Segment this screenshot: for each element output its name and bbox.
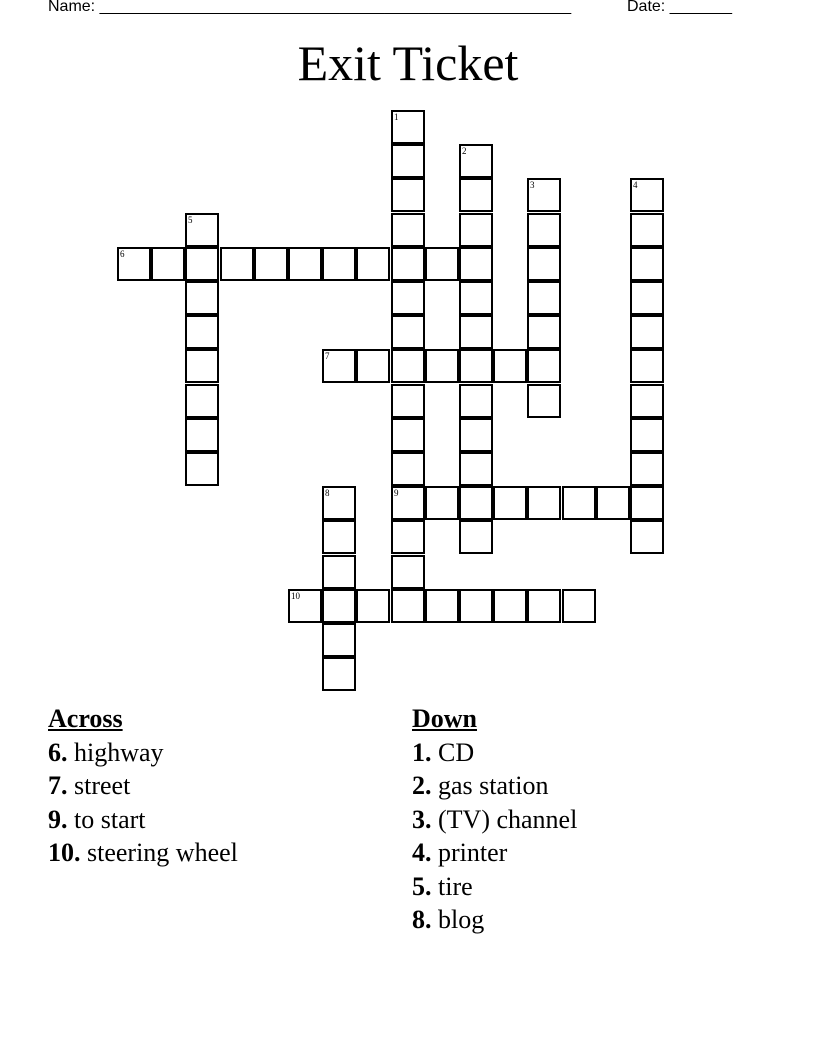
- clue-number-label: 4: [633, 180, 638, 190]
- crossword-cell[interactable]: [630, 315, 664, 349]
- crossword-cell[interactable]: [391, 418, 425, 452]
- clue-number: 6.: [48, 737, 68, 767]
- crossword-cell[interactable]: [254, 247, 288, 281]
- crossword-cell[interactable]: [630, 486, 664, 520]
- crossword-cell[interactable]: [562, 589, 596, 623]
- clue-down-8: [412, 903, 577, 937]
- clue-number-label: 5: [188, 215, 193, 225]
- date-field-label: Date: _______: [627, 0, 732, 15]
- clue-number-label: 8: [325, 488, 330, 498]
- crossword-cell[interactable]: [459, 315, 493, 349]
- crossword-cell[interactable]: [356, 349, 390, 383]
- crossword-cell[interactable]: [527, 281, 561, 315]
- clue-text: (TV) channel: [438, 804, 578, 834]
- crossword-cell[interactable]: [391, 452, 425, 486]
- clue-text: highway: [74, 737, 164, 767]
- crossword-cell[interactable]: [391, 178, 425, 212]
- crossword-cell[interactable]: [527, 384, 561, 418]
- crossword-cell[interactable]: [322, 349, 356, 383]
- crossword-cell[interactable]: [459, 349, 493, 383]
- crossword-cell[interactable]: [630, 247, 664, 281]
- clue-across-7: [48, 769, 238, 803]
- crossword-cell[interactable]: [459, 281, 493, 315]
- crossword-cell[interactable]: [391, 144, 425, 178]
- clue-text: street: [74, 771, 131, 800]
- crossword-cell[interactable]: [527, 589, 561, 623]
- down-heading: Down: [412, 704, 478, 733]
- crossword-cell[interactable]: [356, 247, 390, 281]
- clue-down-2: [412, 769, 577, 803]
- crossword-cell[interactable]: [185, 384, 219, 418]
- clue-down-4: [412, 836, 577, 870]
- clue-number: 4.: [412, 838, 432, 867]
- crossword-cell[interactable]: [630, 281, 664, 315]
- clue-text: printer: [438, 838, 508, 867]
- crossword-cell[interactable]: [185, 452, 219, 486]
- crossword-cell[interactable]: [391, 486, 425, 520]
- crossword-cell[interactable]: [220, 247, 254, 281]
- crossword-cell[interactable]: [630, 452, 664, 486]
- clue-text: gas station: [438, 771, 549, 800]
- clue-number: 5.: [412, 871, 432, 901]
- crossword-cell[interactable]: [630, 418, 664, 452]
- clue-number-label: 10: [291, 591, 300, 601]
- crossword-cell[interactable]: [288, 589, 322, 623]
- crossword-cell[interactable]: [185, 418, 219, 452]
- crossword-cell[interactable]: [630, 384, 664, 418]
- crossword-cell[interactable]: [322, 247, 356, 281]
- crossword-cell[interactable]: [425, 349, 459, 383]
- crossword-cell[interactable]: [630, 349, 664, 383]
- crossword-cell[interactable]: [527, 178, 561, 212]
- clue-number-label: 3: [530, 180, 535, 190]
- crossword-cell[interactable]: [185, 281, 219, 315]
- clue-number-label: 7: [325, 351, 330, 361]
- name-field-label: Name: _____________________________________________________: [48, 0, 572, 15]
- clue-number-label: 2: [462, 146, 467, 156]
- clue-number: 3.: [412, 804, 432, 834]
- crossword-cell[interactable]: [459, 384, 493, 418]
- clue-text: to start: [74, 804, 146, 834]
- crossword-cell[interactable]: [493, 486, 527, 520]
- crossword-cell[interactable]: [151, 247, 185, 281]
- crossword-cell[interactable]: [322, 657, 356, 691]
- crossword-cell[interactable]: [630, 213, 664, 247]
- crossword-cell[interactable]: [322, 623, 356, 657]
- crossword-cell[interactable]: [562, 486, 596, 520]
- crossword-cell[interactable]: [630, 520, 664, 554]
- crossword-cell[interactable]: [459, 178, 493, 212]
- clue-across-9: [48, 803, 238, 837]
- clue-number: 1.: [412, 737, 432, 767]
- crossword-cell[interactable]: [425, 589, 459, 623]
- crossword-cell[interactable]: [391, 349, 425, 383]
- crossword-cell[interactable]: [322, 589, 356, 623]
- clue-number: 10.: [48, 838, 81, 867]
- crossword-cell[interactable]: [391, 213, 425, 247]
- clue-across-10: [48, 836, 238, 870]
- crossword-cell[interactable]: [596, 486, 630, 520]
- crossword-cell[interactable]: [459, 486, 493, 520]
- clue-text: tire: [438, 871, 473, 901]
- crossword-cell[interactable]: [527, 315, 561, 349]
- crossword-cell[interactable]: [322, 520, 356, 554]
- clue-down-1: [412, 736, 577, 770]
- crossword-cell[interactable]: [459, 144, 493, 178]
- crossword-cell[interactable]: [322, 555, 356, 589]
- clue-number: 9.: [48, 804, 68, 834]
- clue-across-6: [48, 736, 238, 770]
- crossword-cell[interactable]: [185, 247, 219, 281]
- clue-number: 8.: [412, 905, 432, 934]
- crossword-cell[interactable]: [391, 589, 425, 623]
- crossword-cell[interactable]: [527, 486, 561, 520]
- clue-number: 7.: [48, 771, 68, 800]
- crossword-cell[interactable]: [391, 384, 425, 418]
- clue-number-label: 1: [394, 112, 399, 122]
- crossword-cell[interactable]: [459, 452, 493, 486]
- crossword-cell[interactable]: [185, 213, 219, 247]
- crossword-cell[interactable]: [185, 349, 219, 383]
- crossword-cell[interactable]: [288, 247, 322, 281]
- crossword-cell[interactable]: [391, 247, 425, 281]
- crossword-cell[interactable]: [459, 418, 493, 452]
- page-title: Exit Ticket: [297, 35, 519, 91]
- crossword-cell[interactable]: [391, 315, 425, 349]
- crossword-cell[interactable]: [391, 555, 425, 589]
- clue-text: blog: [438, 905, 485, 934]
- across-clues: [48, 702, 238, 870]
- crossword-cell[interactable]: [425, 486, 459, 520]
- clue-number-label: 6: [120, 249, 125, 259]
- crossword-cell[interactable]: [527, 213, 561, 247]
- crossword-cell[interactable]: [391, 110, 425, 144]
- crossword-cell[interactable]: [391, 520, 425, 554]
- clue-text: steering wheel: [87, 838, 238, 867]
- crossword-cell[interactable]: [493, 589, 527, 623]
- crossword-cell[interactable]: [493, 349, 527, 383]
- clue-number: 2.: [412, 771, 432, 800]
- clue-down-5: [412, 870, 577, 904]
- crossword-cell[interactable]: [527, 349, 561, 383]
- clue-number-label: 9: [394, 488, 399, 498]
- crossword-cell[interactable]: [322, 486, 356, 520]
- crossword-cell[interactable]: [630, 178, 664, 212]
- crossword-cell[interactable]: [391, 281, 425, 315]
- crossword-cell[interactable]: [459, 520, 493, 554]
- across-heading: Across: [48, 704, 123, 733]
- crossword-cell[interactable]: [425, 247, 459, 281]
- crossword-cell[interactable]: [459, 589, 493, 623]
- crossword-cell[interactable]: [117, 247, 151, 281]
- crossword-cell[interactable]: [527, 247, 561, 281]
- clue-down-3: [412, 803, 577, 837]
- crossword-cell[interactable]: [356, 589, 390, 623]
- crossword-cell[interactable]: [459, 213, 493, 247]
- down-clues: [412, 702, 577, 937]
- crossword-cell[interactable]: [459, 247, 493, 281]
- crossword-cell[interactable]: [185, 315, 219, 349]
- clue-text: CD: [438, 737, 475, 767]
